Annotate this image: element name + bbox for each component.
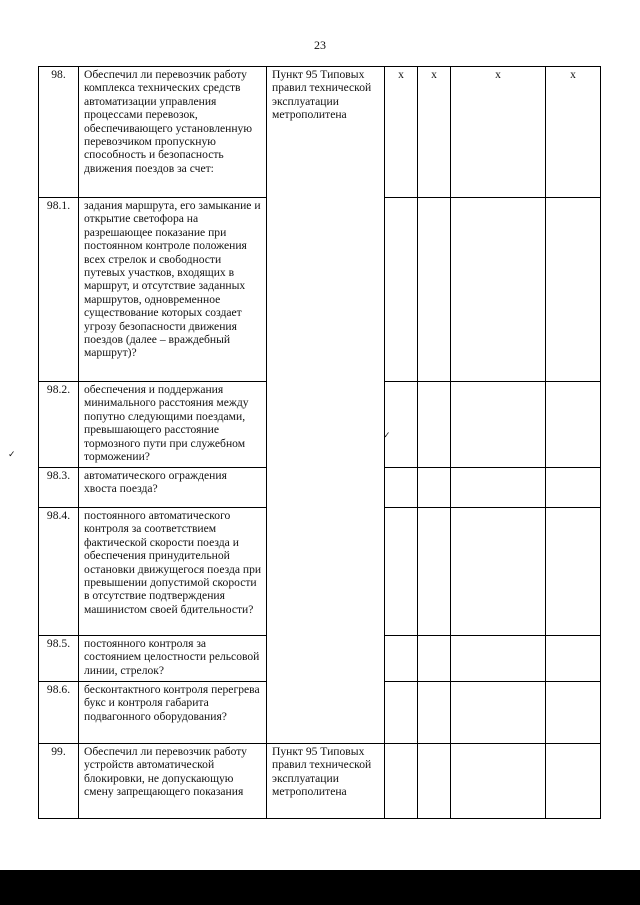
question-text: обеспечения и поддержания минимального расстояния между попутно следующими поездами, превышающего расстояние тормозного пути при служебном торможении?	[79, 382, 267, 468]
check-mark-icon: ✓	[383, 430, 391, 440]
page-number: 23	[314, 38, 326, 52]
question-text: постоянного автоматического контроля за соответствием фактической скорости поезда и обеспечения принудительной остановки движущегося поезда при превышении допустимой скорости в отсутствие подтверждения машинистом своей бдительности?	[79, 508, 267, 636]
legal-reference: Пункт 95 Типовых правил технической эксплуатации метрополитена	[267, 744, 385, 819]
item-number: 98.4.	[39, 508, 79, 636]
question-text: задания маршрута, его замыкание и открытие светофора на разрешающее показание при постоянном контроле положения всех стрелок и свободности путевых участков, входящих в маршрут, и отсутствие заданных маршрутов, одновременное существование которых создает угрозу безопасности движения поездов (далее – враждебный маршрут)?	[79, 198, 267, 382]
table-row	[39, 744, 601, 819]
answer-cell[interactable]	[546, 382, 601, 468]
item-number: 98.2.	[39, 382, 79, 468]
answer-cell[interactable]	[451, 198, 546, 382]
legal-reference: Пункт 95 Типовых правил технической эксплуатации метрополитена	[267, 67, 385, 744]
answer-cell[interactable]	[385, 636, 418, 682]
question-text: автоматического ограждения хвоста поезда?	[79, 468, 267, 508]
answer-cell[interactable]	[451, 636, 546, 682]
margin-mark-icon: ✓	[8, 449, 16, 459]
answer-cell[interactable]	[546, 636, 601, 682]
question-text: постоянного контроля за состоянием целостности рельсовой линии, стрелок?	[79, 636, 267, 682]
checklist-table	[38, 66, 601, 819]
answer-cell[interactable]	[385, 382, 418, 468]
mark-cell: х	[385, 67, 418, 198]
item-number: 98.1.	[39, 198, 79, 382]
answer-cell[interactable]	[546, 508, 601, 636]
answer-cell[interactable]	[546, 744, 601, 819]
answer-cell[interactable]	[451, 468, 546, 508]
question-text: Обеспечил ли перевозчик работу комплекса технических средств автоматизации управления процессами перевозок, обеспечивающего установленную перевозчиком пропускную способность и безопасность движения поездов за счет:	[79, 67, 267, 198]
mark-cell: х	[418, 67, 451, 198]
answer-cell[interactable]	[546, 682, 601, 744]
answer-cell[interactable]	[385, 508, 418, 636]
answer-cell[interactable]	[418, 382, 451, 468]
answer-cell[interactable]	[451, 508, 546, 636]
answer-cell[interactable]	[451, 744, 546, 819]
table-row	[39, 67, 601, 198]
answer-cell[interactable]	[418, 468, 451, 508]
answer-cell[interactable]	[418, 198, 451, 382]
answer-cell[interactable]	[418, 508, 451, 636]
answer-cell[interactable]	[546, 468, 601, 508]
item-number: 98.6.	[39, 682, 79, 744]
answer-cell[interactable]	[385, 468, 418, 508]
answer-cell[interactable]	[385, 744, 418, 819]
mark-cell: х	[451, 67, 546, 198]
question-text: Обеспечил ли перевозчик работу устройств автоматической блокировки, не допускающую смену запрещающего показания	[79, 744, 267, 819]
question-text: бесконтактного контроля перегрева букс и контроля габарита подвагонного оборудования?	[79, 682, 267, 744]
answer-cell[interactable]	[418, 744, 451, 819]
mark-cell: х	[546, 67, 601, 198]
answer-cell[interactable]	[418, 682, 451, 744]
item-number: 98.	[39, 67, 79, 198]
answer-cell[interactable]	[451, 382, 546, 468]
item-number: 98.3.	[39, 468, 79, 508]
answer-cell[interactable]	[546, 198, 601, 382]
answer-cell[interactable]	[385, 198, 418, 382]
answer-cell[interactable]	[418, 636, 451, 682]
scan-border	[0, 870, 640, 905]
answer-cell[interactable]	[451, 682, 546, 744]
answer-cell[interactable]	[385, 682, 418, 744]
item-number: 99.	[39, 744, 79, 819]
item-number: 98.5.	[39, 636, 79, 682]
